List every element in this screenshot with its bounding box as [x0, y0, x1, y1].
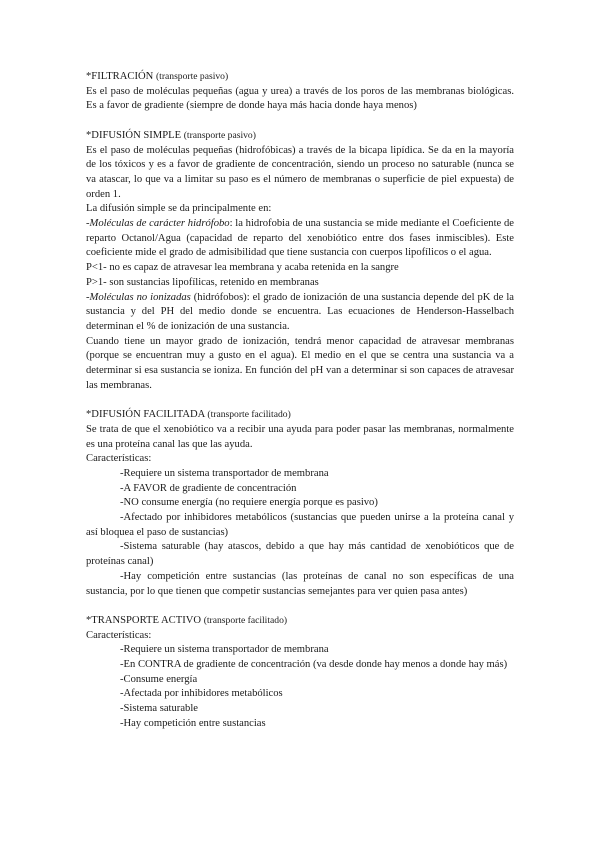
section-tag: (transporte pasivo): [155, 71, 229, 82]
italic-term: -Moléculas no ionizadas: [86, 291, 191, 303]
characteristics-list: [86, 467, 514, 599]
paragraph: Se trata de que el xenobiótico va a recibir una ayuda para poder pasar las membranas, normalmente es una proteína canal las que las ayuda.: [86, 423, 514, 450]
term-description: (hidrófobos): el grado de ionización de una sustancia depende del pK de la sustancia y del PH del medio donde se encuentra. Las ecuaciones de Henderson-Hasselbach determinan el % de ionización de una sustancia.: [86, 291, 514, 332]
section-title: [86, 408, 514, 423]
list-item: -Sistema saturable: [120, 703, 198, 715]
section-title-text: *TRANSPORTE ACTIVO: [86, 614, 202, 626]
section-title-text: *DIFUSIÓN SIMPLE: [86, 129, 182, 141]
section-difusion-facilitada: [86, 408, 514, 599]
section-title: [86, 70, 514, 85]
list-item: -A FAVOR de gradiente de concentración: [120, 482, 297, 494]
section-title: [86, 129, 514, 144]
section-title-text: *FILTRACIÓN: [86, 71, 154, 82]
list-item: -Consume energía: [120, 673, 198, 685]
list-lead: Características:: [86, 453, 152, 465]
paragraph-hidrofobo: [86, 217, 514, 261]
paragraph: P>1- son sustancias lipofílicas, retenido en membranas: [86, 276, 319, 288]
section-tag: (transporte facilitado): [203, 614, 288, 626]
list-item: -Afectado por inhibidores metabólicos (sustancias que pueden unirse a la proteína canal y así bloquea el paso de sustancias): [86, 512, 514, 538]
list-item: -Sistema saturable (hay atascos, debido a que hay más cantidad de xenobióticos que de proteínas canal): [86, 541, 514, 568]
paragraph: Es el paso de moléculas pequeñas (hidrofóbicas) a través de la bicapa lipídica. Se da en la mayoría de los tóxicos y es a favor de gradiente de concentración, siendo un proceso no saturable (nunca se va atascar, lo que va a limitar su paso es el número de membranas o superficie de piel expuesta) de orden 1.: [86, 144, 514, 200]
characteristics-list: [86, 643, 514, 731]
term-description: : la hidrofobia de una sustancia se mide mediante el Coeficiente de reparto Octanol/Agua (capacidad de reparto del xenobiótico entre dos fases inmiscibles). Este coeficiente mide el grado de admisibilidad que tiene sustancia con cuerpos lipofílicos o el agua.: [86, 218, 515, 259]
italic-term: -Moléculas de carácter hidrófobo: [86, 218, 230, 230]
document-page: [86, 70, 514, 746]
section-filtracion: [86, 70, 514, 114]
paragraph: La difusión simple se da principalmente en:: [86, 203, 272, 215]
list-item: -Afectada por inhibidores metabólicos: [120, 688, 283, 700]
list-item: -Hay competición entre sustancias (las proteínas de canal no son específicas de una sustancia, por lo que tienen que competir sustancias semejantes para ver quien pasa antes): [86, 570, 514, 597]
list-item: -Requiere un sistema transportador de membrana: [120, 467, 329, 479]
section-difusion-simple: [86, 129, 514, 394]
list-item: -En CONTRA de gradiente de concentración (va desde donde hay menos a donde hay más): [120, 659, 508, 671]
section-title: [86, 614, 514, 629]
section-tag: (transporte facilitado): [207, 409, 291, 421]
paragraph-no-ionizadas: [86, 291, 514, 335]
list-item: -Hay competición entre sustancias: [120, 717, 266, 729]
list-lead: Características:: [86, 629, 152, 641]
section-transporte-activo: [86, 614, 514, 732]
paragraph: Cuando tiene un mayor grado de ionización, tendrá menor capacidad de atravesar membranas (porque se encuentran muy a gusto en el agua). El medio en el que se centra una sustancia va a determinar si esa sustancia se ioniza. En función del pH van a determinar si son capaces de atravesar las membranas.: [86, 335, 514, 391]
paragraph: Es el paso de moléculas pequeñas (agua y urea) a través de los poros de las membranas biológicas. Es a favor de gradiente (siempre de donde haya más hacia donde haya menos): [86, 85, 514, 112]
paragraph: P<1- no es capaz de atravesar lea membrana y acaba retenida en la sangre: [86, 262, 399, 274]
list-item: -NO consume energía (no requiere energía porque es pasivo): [120, 497, 378, 509]
section-tag: (transporte pasivo): [183, 129, 256, 141]
list-item: -Requiere un sistema transportador de membrana: [120, 644, 329, 656]
section-title-text: *DIFUSIÓN FACILITADA: [86, 409, 205, 421]
